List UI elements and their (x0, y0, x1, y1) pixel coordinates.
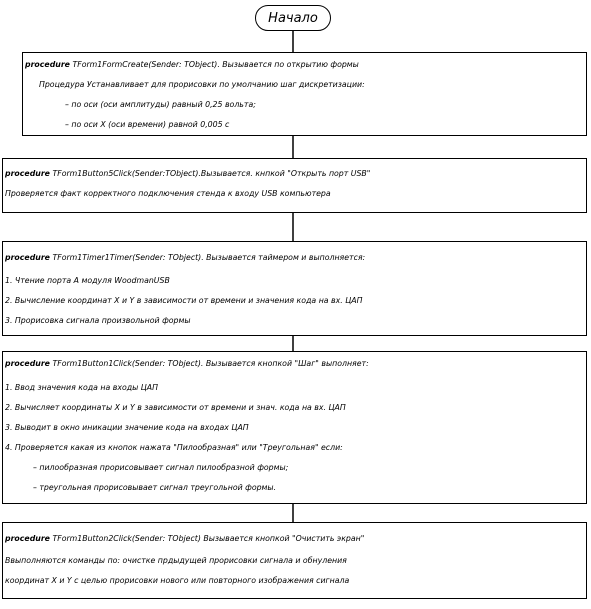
block-3-header: procedure TForm1Timer1Timer(Sender: TObject). Вызывается таймером и выполняется: (5, 253, 366, 262)
process-block-button1-click (2, 351, 587, 504)
block-2-header: procedure TForm1Button5Click(Sender:TObject).Вызывается. кнпкой "Открыть порт USB" (5, 169, 371, 178)
block-4-line-4: 4. Проверяется какая из кнопок нажата "Пилообразная" или "Треугольная" если: (5, 443, 343, 452)
block-1-line-3: – по оси X (оси времени) равной 0,005 с (65, 120, 230, 129)
block-5-line-1: Ввыполняются команды по: очистке прдыдущей прорисовки сигнала и обнуления (5, 556, 347, 565)
block-3-line-1: 1. Чтение порта А модуля WoodmanUSB (5, 276, 170, 285)
block-1-line-2: – по оси (оси амплитуды) равный 0,25 вольта; (65, 100, 256, 109)
block-3-line-3: 3. Прорисовка сигнала произвольной формы (5, 316, 191, 325)
block-4-line-3: 3. Выводит в окно иникации значение кода на входах ЦАП (5, 423, 249, 432)
process-block-button2-click (2, 522, 587, 599)
block-1-line-1: Процедура Устанавливает для прорисовки по умолчанию шаг дискретизации: (39, 80, 365, 89)
process-block-button5-click (2, 158, 587, 213)
start-label: Начало (268, 10, 318, 26)
block-1-header: procedure TForm1FormCreate(Sender: TObject). Вызывается по открытию формы (25, 60, 359, 69)
block-4-line-2: 2. Вычисляет координаты X и Y в зависимости от времени и знач. кода на вх. ЦАП (5, 403, 346, 412)
block-2-line-1: Проверяется факт корректного подключения стенда к входу USB компьютера (5, 189, 331, 198)
block-5-header: procedure TForm1Button2Click(Sender: TObject) Вызывается кнопкой "Очистить экран" (5, 534, 365, 543)
block-4-line-1: 1. Ввод значения кода на входы ЦАП (5, 383, 158, 392)
start-terminal (255, 5, 331, 31)
block-3-line-2: 2. Вычисление координат X и Y в зависимости от времени и значения кода на вх. ЦАП (5, 296, 363, 305)
block-5-line-2: координат X и Y с целью прорисовки нового или повторного изображения сигнала (5, 576, 350, 585)
block-4-line-6: – треугольная прорисовывает сигнал треугольной формы. (33, 483, 277, 492)
block-4-line-5: – пилообразная прорисовывает сигнал пилообразной формы; (33, 463, 289, 472)
process-block-form-create (22, 52, 587, 136)
block-4-header: procedure TForm1Button1Click(Sender: TObject). Вызывается кнопкой "Шаг" выполняет: (5, 359, 369, 368)
process-block-timer (2, 241, 587, 336)
